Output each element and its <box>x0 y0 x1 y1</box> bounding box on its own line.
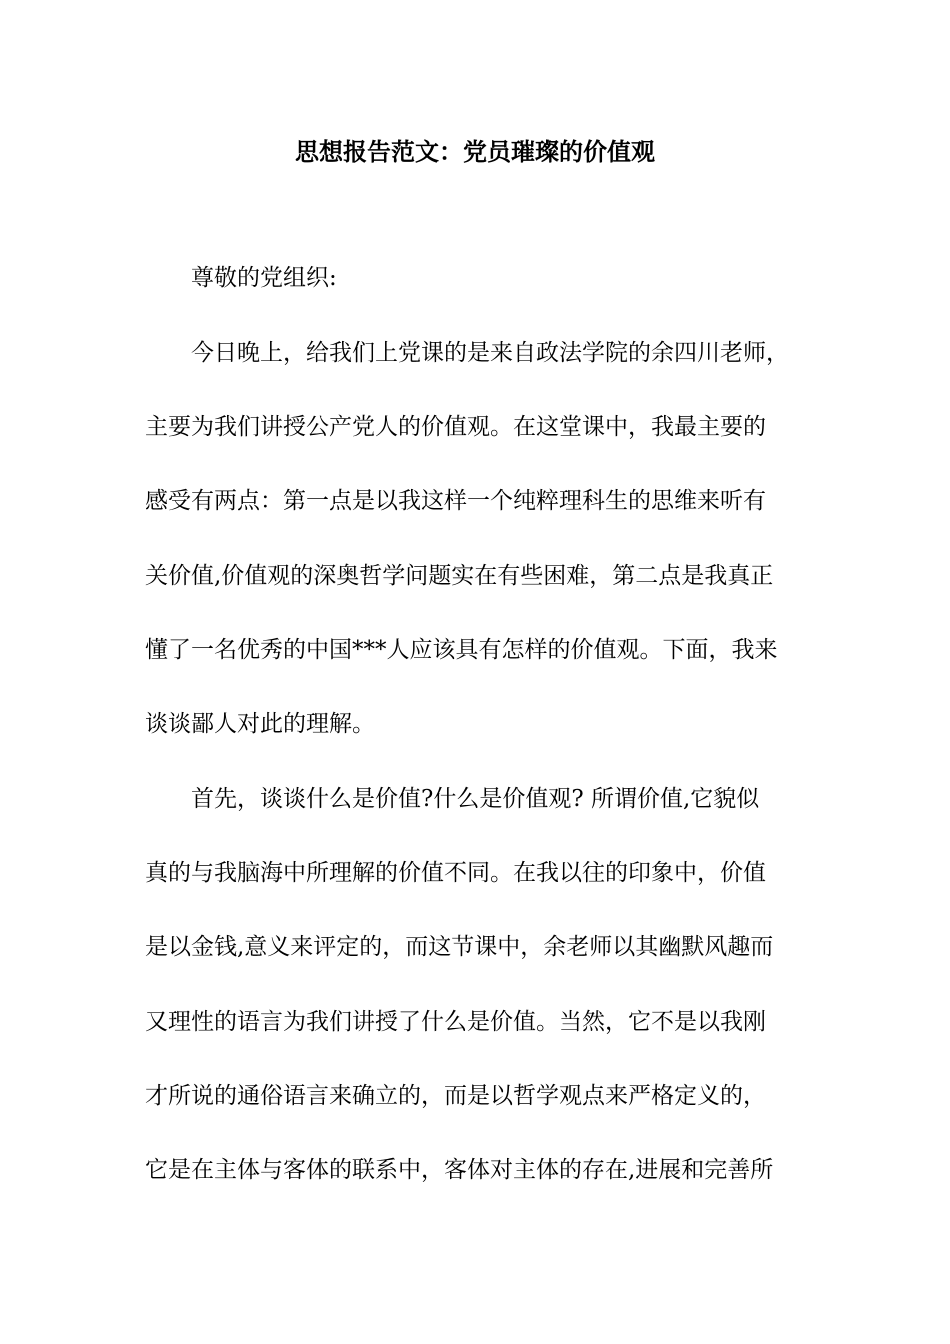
body-line: 它是在主体与客体的联系中，客体对主体的存在,进展和完善所 <box>145 1157 774 1183</box>
body-line: 主要为我们讲授公产党人的价值观。在这堂课中，我最主要的 <box>145 414 766 440</box>
document-title: 思想报告范文：党员璀璨的价值观 <box>295 137 655 166</box>
body-line: 关价值,价值观的深奥哲学问题实在有些困难，第二点是我真正 <box>145 563 774 589</box>
body-line: 才所说的通俗语言来确立的，而是以哲学观点来严格定义的， <box>145 1083 766 1109</box>
body-line: 感受有两点：第一点是以我这样一个纯粹理科生的思维来听有 <box>145 488 766 514</box>
body-line: 尊敬的党组织: <box>145 265 337 291</box>
body-line: 是以金钱,意义来评定的，而这节课中，余老师以其幽默风趣而 <box>145 934 774 960</box>
body-line: 谈谈鄙人对此的理解。 <box>145 711 375 737</box>
body-line: 首先，谈谈什么是价值?什么是价值观? 所谓价值,它貌似 <box>145 786 760 812</box>
body-line: 懂了一名优秀的中国***人应该具有怎样的价值观。下面，我来 <box>145 637 778 663</box>
body-line: 真的与我脑海中所理解的价值不同。在我以往的印象中，价值 <box>145 860 766 886</box>
body-line: 今日晚上，给我们上党课的是来自政法学院的余四川老师， <box>145 340 789 366</box>
body-line: 又理性的语言为我们讲授了什么是价值。当然，它不是以我刚 <box>145 1009 766 1035</box>
